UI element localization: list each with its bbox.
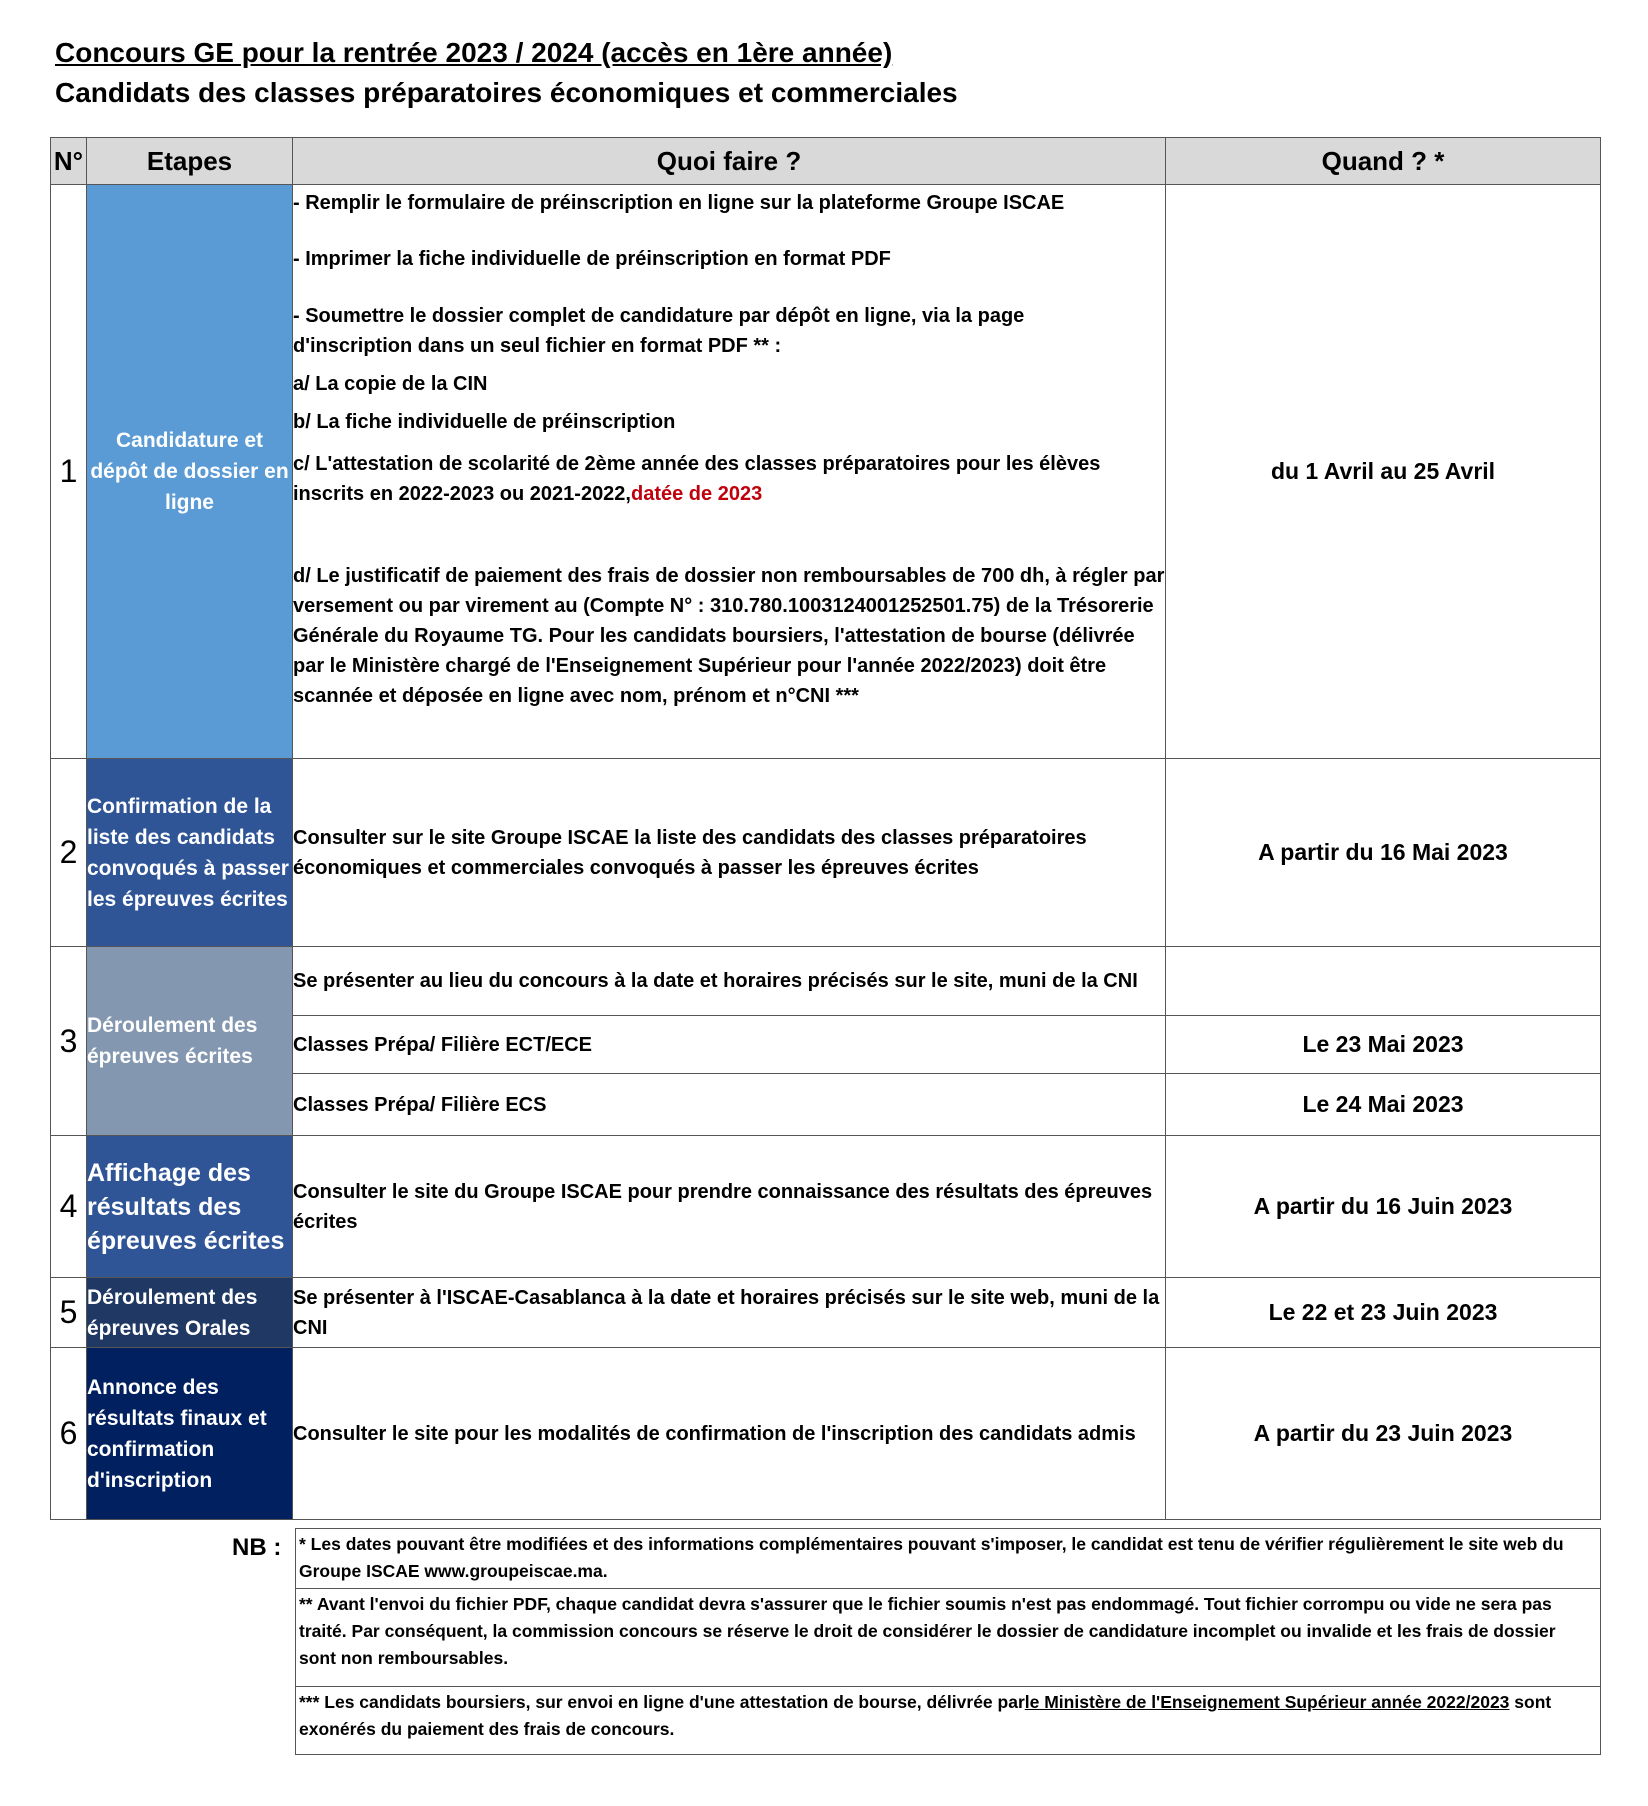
step-description: Se présenter à l'ISCAE-Casablanca à la date et horaires précisés sur le site web, muni de la CNI: [293, 1278, 1166, 1348]
note-pdf: ** Avant l'envoi du fichier PDF, chaque candidat devra s'assurer que le fichier soumis n'est pas endommagé. Tout fichier corrompu ou vide ne sera pas traité. Par conséquent, la commission concours se réserve le droit de considérer le dossier de candidature incomplet ou invalide et les frais de dossier sont non remboursables.: [296, 1589, 1601, 1687]
note-boursiers: *** Les candidats boursiers, sur envoi en ligne d'une attestation de bourse, délivrée parle Ministère de l'Enseignement Supérieur année 2022/2023 sont exonérés du paiement des frais de concours.: [296, 1687, 1601, 1755]
step-label: Affichage des résultats des épreuves écrites: [87, 1136, 293, 1278]
notes-table: [295, 1528, 1601, 1755]
step-date: du 1 Avril au 25 Avril: [1166, 185, 1601, 759]
step-date: A partir du 16 Mai 2023: [1166, 759, 1601, 947]
step-label: Déroulement des épreuves écrites: [87, 947, 293, 1136]
ministere-link-text: le Ministère de l'Enseignement Supérieur année 2022/2023: [1024, 1692, 1510, 1712]
step-date: Le 22 et 23 Juin 2023: [1166, 1278, 1601, 1348]
step-date: [1166, 947, 1601, 1016]
table-row: [51, 1136, 1601, 1278]
header-quoi: Quoi faire ?: [293, 138, 1166, 185]
step-description: [293, 185, 1166, 759]
table-row: [51, 759, 1601, 947]
highlight-date: datée de 2023: [631, 483, 763, 505]
step-description: Classes Prépa/ Filière ECT/ECE: [293, 1016, 1166, 1074]
instruction-line: - Imprimer la fiche individuelle de préinscription en format PDF: [293, 248, 891, 270]
step-description: Consulter sur le site Groupe ISCAE la liste des candidats des classes préparatoires économiques et commerciales convoqués à passer les épreuves écrites: [293, 759, 1166, 947]
step-number: 1: [51, 185, 87, 759]
page-title: Concours GE pour la rentrée 2023 / 2024 (accès en 1ère année): [55, 37, 893, 68]
document-item-c: c/ L'attestation de scolarité de 2ème année des classes préparatoires pour les élèves inscrits en 2022-2023 ou 2021-2022,datée de 2023: [293, 453, 1101, 505]
step-number: 6: [51, 1348, 87, 1520]
table-row: [51, 1278, 1601, 1348]
document-item-b: b/ La fiche individuelle de préinscription: [293, 411, 676, 433]
header-num: N°: [51, 138, 87, 185]
step-label: Candidature et dépôt de dossier en ligne: [87, 185, 293, 759]
step-label: Confirmation de la liste des candidats convoqués à passer les épreuves écrites: [87, 759, 293, 947]
table-row: [51, 947, 1601, 1016]
instruction-line: - Soumettre le dossier complet de candidature par dépôt en ligne, via la page d'inscription dans un seul fichier en format PDF ** :: [293, 305, 1025, 357]
step-date: Le 24 Mai 2023: [1166, 1074, 1601, 1136]
step-date: Le 23 Mai 2023: [1166, 1016, 1601, 1074]
instruction-line: - Remplir le formulaire de préinscription en ligne sur la plateforme Groupe ISCAE: [293, 192, 1065, 214]
step-description: Se présenter au lieu du concours à la date et horaires précisés sur le site, muni de la CNI: [293, 947, 1166, 1016]
step-number: 2: [51, 759, 87, 947]
table-row: [51, 185, 1601, 759]
step-date: A partir du 23 Juin 2023: [1166, 1348, 1601, 1520]
step-description: Consulter le site pour les modalités de confirmation de l'inscription des candidats admis: [293, 1348, 1166, 1520]
nb-label: NB :: [232, 1534, 282, 1561]
step-number: 5: [51, 1278, 87, 1348]
step-number: 3: [51, 947, 87, 1136]
header-etapes: Etapes: [87, 138, 293, 185]
step-description: Classes Prépa/ Filière ECS: [293, 1074, 1166, 1136]
note-dates: * Les dates pouvant être modifiées et des informations complémentaires pouvant s'imposer, le candidat est tenu de vérifier régulièrement le site web du Groupe ISCAE www.groupeiscae.ma.: [296, 1529, 1601, 1589]
header-quand: Quand ? *: [1166, 138, 1601, 185]
step-date: A partir du 16 Juin 2023: [1166, 1136, 1601, 1278]
table-header-row: [51, 138, 1601, 185]
document-item-a: a/ La copie de la CIN: [293, 373, 488, 395]
document-item-d: d/ Le justificatif de paiement des frais de dossier non remboursables de 700 dh, à régler par versement ou par virement au (Compte N° : 310.780.1003124001252501.75) de la Trésorerie Générale du Royaume TG. Pour les candidats boursiers, l'attestation de bourse (délivrée par le Ministère chargé de l'Enseignement Supérieur pour l'année 2022/2023) doit être scannée et déposée en ligne avec nom, prénom et n°CNI ***: [293, 565, 1165, 707]
step-description: Consulter le site du Groupe ISCAE pour prendre connaissance des résultats des épreuves écrites: [293, 1136, 1166, 1278]
schedule-table: [50, 137, 1601, 1520]
page-subtitle: Candidats des classes préparatoires économiques et commerciales: [55, 77, 958, 108]
step-label: Déroulement des épreuves Orales: [87, 1278, 293, 1348]
table-row: [51, 1348, 1601, 1520]
step-number: 4: [51, 1136, 87, 1278]
step-label: Annonce des résultats finaux et confirmation d'inscription: [87, 1348, 293, 1520]
